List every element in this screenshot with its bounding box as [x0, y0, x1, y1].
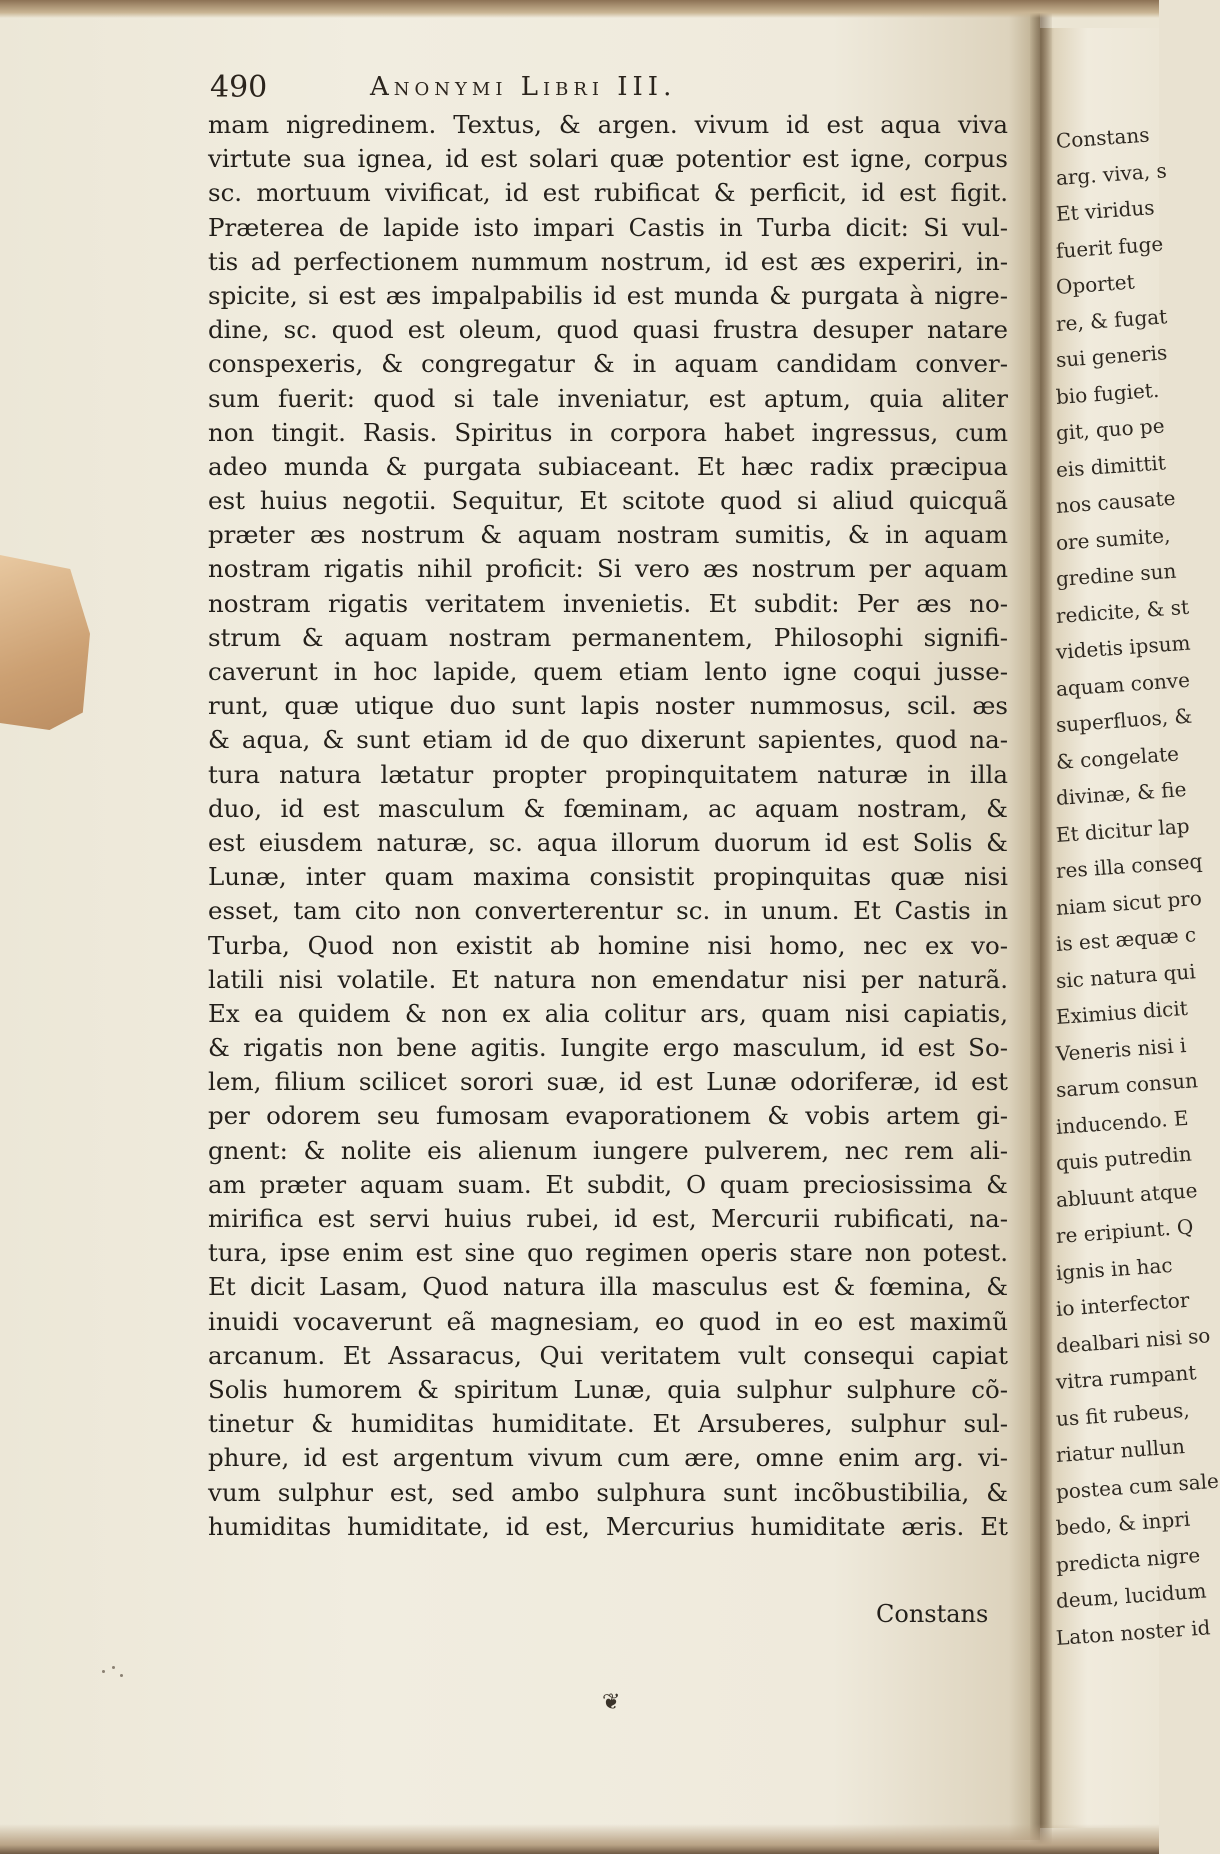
- text-line: lem, filium scilicet sorori suæ, id est Lunæ odoriferæ, id est: [208, 1067, 1008, 1097]
- text-line: Turba, Quod non existit ab homine nisi homo, nec ex vo-: [208, 930, 1008, 960]
- right-page-line: is est æquæ c: [1055, 922, 1197, 956]
- right-page-line: predicta nigre: [1055, 1542, 1201, 1577]
- catchword: Constans: [876, 1600, 989, 1628]
- text-line: sum fuerit: quod si tale inveniatur, est aptum, quia aliter: [208, 383, 1008, 413]
- text-line: gnent: & nolite eis alienum iungere pulverem, nec rem ali-: [208, 1135, 1008, 1165]
- right-page-line: Oportet: [1055, 269, 1136, 299]
- text-line: am præter aquam suam. Et subdit, O quam preciosissima &: [208, 1169, 1008, 1199]
- text-line: per odorem seu fumosam evaporationem & vobis artem gi-: [208, 1101, 1008, 1131]
- right-page-line: vitra rumpant: [1055, 1360, 1198, 1394]
- text-line: inuidi vocaverunt eã magnesiam, eo quod in eo est maximũ: [208, 1306, 1008, 1336]
- text-line: tis ad perfectionem nummum nostrum, id est æs experiri, in-: [208, 246, 1008, 276]
- right-page-line: abluunt atque: [1055, 1177, 1199, 1212]
- text-line: tura natura lætatur propter propinquitatem naturæ in illa: [208, 759, 1008, 789]
- text-line: nostram rigatis nihil proficit: Si vero æs nostrum per aquam: [208, 554, 1008, 584]
- text-line: est huius negotii. Sequitur, Et scitote quod si aliud quicquã: [208, 486, 1008, 516]
- text-line: sc. mortuum vivificat, id est rubificat & perficit, id est figit.: [208, 178, 1008, 208]
- text-line: phure, id est argentum vivum cum ære, omne enim arg. vi-: [208, 1443, 1008, 1473]
- text-line: esset, tam cito non converterentur sc. in unum. Et Castis in: [208, 896, 1008, 926]
- right-page: [1040, 28, 1220, 1828]
- right-page-line: ignis in hac: [1055, 1252, 1174, 1285]
- text-line: est eiusdem naturæ, sc. aqua illorum duorum id est Solis &: [208, 827, 1008, 857]
- text-line: runt, quæ utique duo sunt lapis noster nummosus, scil. æs: [208, 691, 1008, 721]
- text-line: Ex ea quidem & non ex alia colitur ars, quam nisi capiatis,: [208, 998, 1008, 1028]
- running-head: [210, 70, 830, 112]
- right-page-line: arg. viva, s: [1055, 157, 1168, 190]
- right-page-line: divinæ, & fie: [1055, 776, 1188, 810]
- right-page-line: sui generis: [1055, 340, 1169, 372]
- text-line: nostram rigatis veritatem invenietis. Et subdit: Per æs no-: [208, 588, 1008, 618]
- text-line: præter æs nostrum & aquam nostram sumitis, & in aquam: [208, 520, 1008, 550]
- text-line: non tingit. Rasis. Spiritus in corpora habet ingressus, cum: [208, 417, 1008, 447]
- right-page-line: git, quo pe: [1055, 413, 1166, 445]
- right-page-line: Laton noster id: [1055, 1614, 1212, 1650]
- right-page-line: bio fugiet.: [1055, 377, 1160, 409]
- text-line: conspexeris, & congregatur & in aquam candidam conver-: [208, 349, 1008, 379]
- text-line: duo, id est masculum & fœminam, ac aquam nostram, &: [208, 793, 1008, 823]
- text-line: Præterea de lapide isto impari Castis in Turba dicit: Si vul-: [208, 212, 1008, 242]
- right-page-line: nos causate: [1055, 485, 1177, 518]
- top-edge: [0, 0, 1159, 18]
- text-line: latili nisi volatile. Et natura non emendatur nisi per naturã.: [208, 964, 1008, 994]
- right-page-line: Veneris nisi i: [1055, 1032, 1187, 1066]
- right-page-line: io interfector: [1055, 1287, 1191, 1321]
- right-page-line: redicite, & st: [1055, 594, 1190, 628]
- right-page-line: Et viridus: [1055, 195, 1156, 226]
- right-page-line: Constans: [1055, 122, 1151, 153]
- right-page-line: Et dicitur lap: [1055, 813, 1191, 847]
- text-line: arcanum. Et Assaracus, Qui veritatem vult consequi capiat: [208, 1340, 1008, 1370]
- text-line: adeo munda & purgata subiaceant. Et hæc radix præcipua: [208, 451, 1008, 481]
- right-page-line: res illa conseq: [1055, 848, 1203, 883]
- right-page-line: dealbari nisi so: [1055, 1322, 1212, 1358]
- right-page-line: re, & fugat: [1055, 303, 1168, 336]
- gutter-shadow: [1030, 0, 1052, 1854]
- right-page-line: sarum consun: [1055, 1068, 1199, 1102]
- main-text-block: [208, 108, 1008, 1544]
- right-page-line: riatur nullun: [1055, 1434, 1186, 1467]
- right-page-line: superfluos, &: [1055, 703, 1193, 737]
- right-page-line: niam sicut pro: [1055, 885, 1203, 920]
- text-line: spicite, si est æs impalpabilis id est munda & purgata à nigre-: [208, 280, 1008, 310]
- ornament-icon: ❦: [602, 1690, 621, 1715]
- right-page-line: postea cum sale: [1055, 1468, 1220, 1504]
- right-page-line: gredine sun: [1055, 558, 1178, 591]
- text-line: & aqua, & sunt etiam id de quo dixerunt sapientes, quod na-: [208, 725, 1008, 755]
- right-page-line: eis dimittit: [1055, 449, 1167, 482]
- text-line: Solis humorem & spiritum Lunæ, quia sulphur sulphure cõ-: [208, 1374, 1008, 1404]
- right-page-line: videtis ipsum: [1055, 630, 1192, 664]
- running-title: Anonymi Libri III.: [370, 72, 677, 102]
- right-page-line: deum, lucidum: [1055, 1578, 1208, 1613]
- text-line: dine, sc. quod est oleum, quod quasi frustra desuper natare: [208, 315, 1008, 345]
- right-page-line: quis putredin: [1055, 1141, 1193, 1175]
- right-page-line: Eximius dicit: [1055, 995, 1189, 1029]
- right-page-line: re eripiunt. Q: [1055, 1214, 1195, 1248]
- text-line: vum sulphur est, sed ambo sulphura sunt incõbustibilia, &: [208, 1477, 1008, 1507]
- right-page-line: us fit rubeus,: [1055, 1397, 1191, 1431]
- text-line: strum & aquam nostram permanentem, Philosophi signifi-: [208, 622, 1008, 652]
- right-page-line: fuerit fuge: [1055, 231, 1164, 263]
- text-line: virtute sua ignea, id est solari quæ potentior est igne, corpus: [208, 144, 1008, 174]
- text-line: Et dicit Lasam, Quod natura illa masculus est & fœmina, &: [208, 1272, 1008, 1302]
- text-line: caverunt in hoc lapide, quem etiam lento igne coqui jusse-: [208, 657, 1008, 686]
- text-line: tinetur & humiditas humiditate. Et Arsuberes, sulphur sul-: [208, 1409, 1008, 1439]
- right-page-text: [1055, 122, 1220, 1656]
- text-line: humiditas humiditate, id est, Mercurius humiditate æris. Et: [208, 1511, 1008, 1541]
- text-line: & rigatis non bene agitis. Iungite ergo masculum, id est So-: [208, 1033, 1008, 1063]
- right-page-line: ore sumite,: [1055, 522, 1172, 555]
- text-line: tura, ipse enim est sine quo regimen operis stare non potest.: [208, 1238, 1008, 1268]
- right-page-line: inducendo. E: [1055, 1105, 1190, 1139]
- bottom-edge: [0, 1824, 1159, 1854]
- text-line: mam nigredinem. Textus, & argen. vivum id est aqua viva: [208, 110, 1008, 139]
- text-line: mirifica est servi huius rubei, id est, Mercurii rubificati, na-: [208, 1204, 1008, 1233]
- right-page-line: aquam conve: [1055, 667, 1191, 701]
- paper-specks: [100, 1660, 140, 1690]
- text-line: Lunæ, inter quam maxima consistit propinquitas quæ nisi: [208, 862, 1008, 892]
- page-number: 490: [210, 70, 268, 105]
- right-page-line: bedo, & inpri: [1055, 1506, 1191, 1540]
- right-page-line: & congelate: [1055, 740, 1180, 774]
- right-page-line: sic natura qui: [1055, 958, 1197, 993]
